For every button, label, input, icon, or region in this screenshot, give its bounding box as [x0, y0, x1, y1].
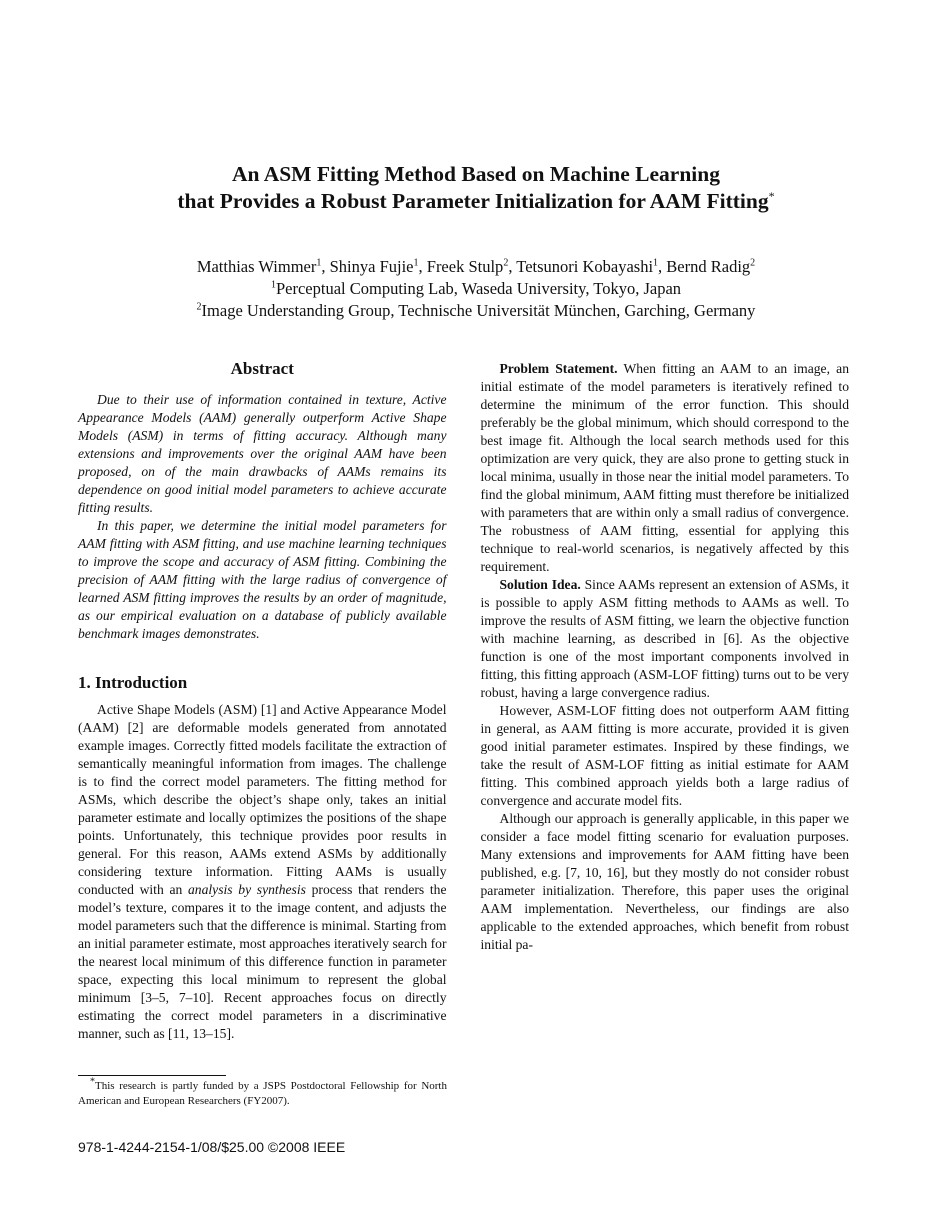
intro-paragraph-text: Although our approach is generally applicable, in this paper we consider a face model fitting scenario for evaluation purposes. Many extensions and improvements for AAM fitting have been published, e.g. [7, 10, 16], but they mostly do not consider robust parameter initialization. Therefore, this paper uses the original AAM implementation. Nevertheless, our findings are also applicable to the extended approaches, which benefit from robust initial pa-: [480, 811, 849, 952]
introduction-heading: 1. Introduction: [78, 673, 188, 692]
intro-paragraph: [481, 810, 850, 954]
author-aff: 2: [503, 257, 509, 269]
author-name: Freek Stulp: [426, 257, 504, 276]
problem-statement-paragraph-text: When fitting an AAM to an image, an initial estimate of the model parameters is iteratively refined to determine the minimum of the error function. This should preferably be the global minimum, which should correspond to the best image fit. Although the local search methods used for this optimization are very quick, they are also prone to getting stuck in local minima, usually in those near the initial model parameters. To find the global minimum, AAM fitting must therefore be initialized with parameters that are within only a small radius of convergence. The robustness of AAM fitting, essential for applying this technique to real-world scenarios, is negatively affected by this requirement.: [480, 361, 849, 574]
intro-text: process that renders the model’s texture, compares it to the image content, and adjusts the model parameters such that the difference is minimal. Starting from an initial parameter estimate, most approaches iteratively search for the nearest local minimum of this difference function in parameter space, expecting this local minimum to represent the global minimum [3–5, 7–10]. Recent approaches focus on directly estimating the correct model parameters in a discriminative manner, such as [11, 13–15].: [78, 882, 447, 1041]
affiliation-text: Image Understanding Group, Technische Universität München, Garching, Germany: [201, 301, 756, 320]
problem-statement-paragraph-label: Problem Statement.: [499, 361, 618, 376]
intro-text: Active Shape Models (ASM) [1] and Active Appearance Model (AAM) [2] are deformable models generated from annotated example images. Correctly fitted models facilitate the extraction of semantically meaningful information from images. The challenge is to find the correct model parameters. The fitting method for ASMs, which describe the object’s shape only, takes an initial parameter estimate and locally optimizes the positions of the shape points. Unfortunately, this technique provides poor results in general. For this reason, AAMs extend ASMs by additionally considering texture information. Fitting AAMs is usually conducted with an: [78, 702, 447, 897]
solution-idea-paragraph: [481, 576, 850, 702]
title-line-2-wrap: [0, 188, 952, 215]
title-line-1: An ASM Fitting Method Based on Machine Learning: [232, 162, 720, 186]
author-name: Matthias Wimmer: [196, 257, 317, 276]
author-list: Matthias Wimmer$^1$, Shinya Fujie$^1$, Freek Stulp$^2$, Tetsunori Kobayashi$^1$, Bernd Radig$^2$: [196, 257, 756, 276]
affiliation-num: 2: [196, 301, 202, 313]
intro-paragraph-text: However, ASM-LOF fitting does not outperform AAM fitting in general, as AAM fitting is more accurate, provided it is given good initial parameter estimates. Inspired by these findings, we take the result of ASM-LOF fitting as initial estimate for AAM fitting. This combined approach yields both a large radius of convergence and accurate model fits.: [480, 703, 849, 808]
footnote-rule: [78, 1075, 226, 1076]
author-aff: 2: [750, 257, 756, 269]
paper-title: [0, 161, 952, 215]
intro-emphasis: analysis by synthesis: [188, 882, 306, 897]
affiliation-num: 1: [270, 279, 276, 291]
abstract-paragraph: In this paper, we determine the initial model parameters for AAM fitting with ASM fitting, and use machine learning techniques to improve the scope and accuracy of ASM fitting. Combining the precision of AAM fitting with the large radius of convergence of learned ASM fitting improves the results by an order of magnitude, as our empirical evaluation on a database of publicly available benchmark images demonstrates.: [78, 518, 447, 641]
copyright-line: 978-1-4244-2154-1/08/$25.00 ©2008 IEEE: [78, 1139, 346, 1155]
author-aff: 1: [413, 257, 419, 269]
affiliation-text: Perceptual Computing Lab, Waseda University, Tokyo, Japan: [275, 279, 682, 298]
body-text-flow: [78, 360, 849, 1062]
title-line-2: that Provides a Robust Parameter Initialization for AAM Fitting: [177, 189, 769, 213]
affiliation: [0, 278, 952, 300]
author-name: Tetsunori Kobayashi: [516, 257, 654, 276]
footnote-mark: *: [90, 1076, 95, 1088]
author-aff: 1: [316, 257, 322, 269]
intro-paragraph: [481, 702, 850, 810]
footnote: [78, 1076, 447, 1109]
title-footnote-mark: *: [768, 188, 775, 203]
abstract-heading: Abstract: [230, 359, 294, 378]
author-aff: 1: [653, 257, 659, 269]
abstract-paragraph: Due to their use of information contained in texture, Active Appearance Models (AAM) generally outperform Active Shape Models (ASM) in terms of fitting accuracy. Although many extensions and improvements over the original AAM have been proposed, on of the main drawbacks of AAMs remains its dependence on good initial model parameters to achieve accurate fitting results.: [78, 392, 447, 515]
footnote-text: This research is partly funded by a JSPS Postdoctoral Fellowship for North American and European Researchers (FY2007).: [78, 1080, 447, 1107]
affiliation: [0, 300, 952, 322]
solution-idea-paragraph-text: Since AAMs represent an extension of ASMs, it is possible to apply ASM fitting methods to AAMs as well. To improve the results of ASM fitting, we learn the objective function with machine learning, as described in [6]. As the objective function is one of the most important components involved in fitting, this fitting approach (ASM-LOF fitting) turns out to be very robust, having a large convergence radius.: [480, 577, 849, 700]
author-block: [0, 256, 952, 322]
intro-paragraph: [78, 701, 447, 1043]
author-name: Shinya Fujie: [329, 257, 414, 276]
author-name: Bernd Radig: [666, 257, 751, 276]
problem-statement-paragraph: [481, 360, 850, 576]
solution-idea-paragraph-label: Solution Idea.: [499, 577, 581, 592]
